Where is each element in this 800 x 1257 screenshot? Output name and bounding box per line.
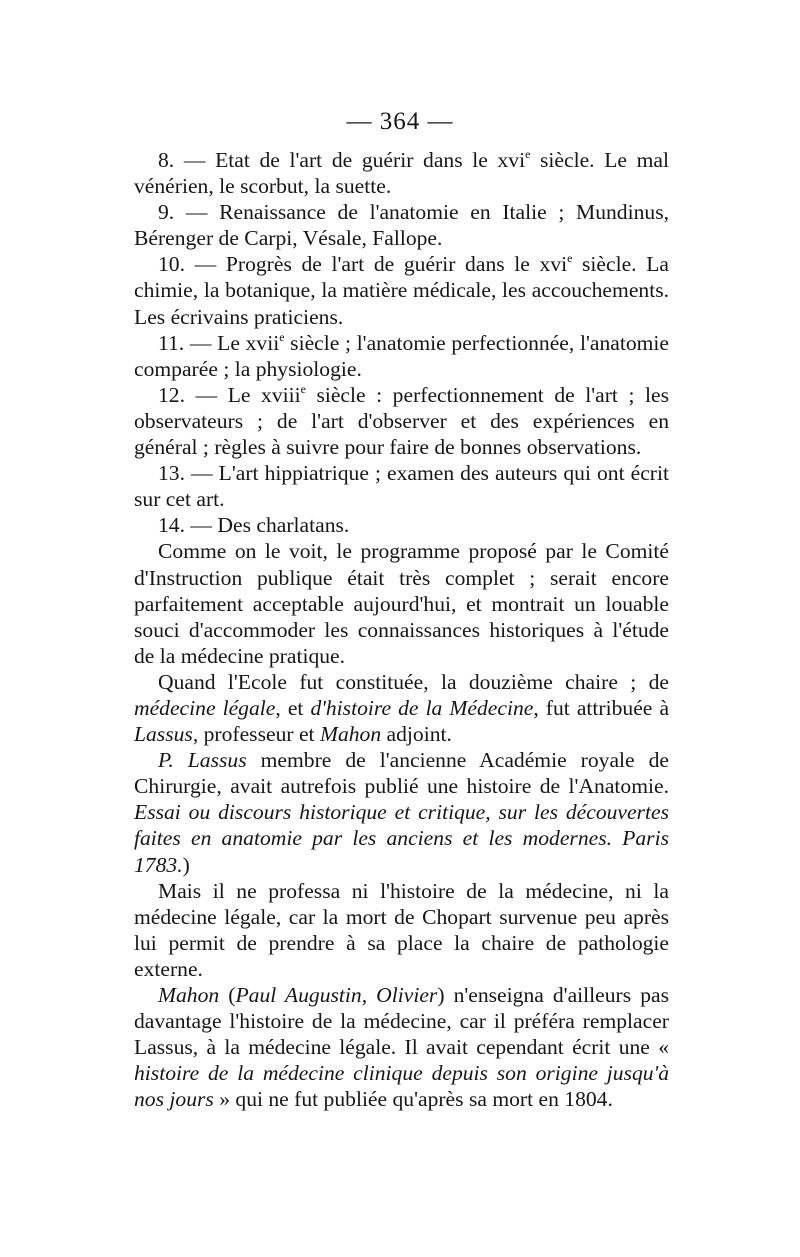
century-superscript: e xyxy=(567,251,573,266)
century-numeral: xvii xyxy=(245,330,280,355)
item-number: 9. xyxy=(158,200,175,225)
paragraph-quand: Quand l'Ecole fut constituée, la douzième chaire ; de médecine légale, et d'histoire de la Médecine, fut attribuée à Lassus, professeur et Mahon adjoint. xyxy=(134,669,670,747)
italic-name: Mahon xyxy=(158,983,220,1007)
item-text-rest: siècle. Le mal vénérien, le scorbut, la suette. xyxy=(134,148,669,199)
item-text-rest: siècle. La chimie, la botanique, la matière médicale, les accouchements. Les écrivains praticiens. xyxy=(134,252,670,329)
item-text: — Des charlatans. xyxy=(190,513,350,538)
page-number: — 364 — xyxy=(346,108,454,135)
program-item-10 xyxy=(134,251,669,329)
century-numeral: xviii xyxy=(261,382,301,407)
note-lassus: P. Lassus membre de l'ancienne Académie royale de Chirurgie, avait autrefois publié une histoire de l'Anatomie. Essai ou discours historique et critique, sur les découvertes faites en anatomie par les anciens et les modernes. Paris 1783.) xyxy=(134,748,669,877)
item-text: — Le xyxy=(189,330,246,355)
item-text: — Etat de l'art de guérir dans le xyxy=(183,148,498,172)
item-number: 14. xyxy=(158,513,185,538)
century-numeral: xvi xyxy=(497,148,526,172)
item-text: — L'art hippiatrique ; examen des auteurs qui ont écrit sur cet art. xyxy=(134,461,669,512)
page-body xyxy=(134,147,669,1112)
century-superscript: e xyxy=(525,147,531,162)
item-text-rest: siècle ; l'anatomie perfectionnée, l'anatomie comparée ; la physiologie. xyxy=(134,330,669,381)
program-item-12 xyxy=(134,382,669,460)
item-number: 13. xyxy=(158,461,185,486)
program-item-14 xyxy=(134,512,669,538)
century-numeral: xvi xyxy=(539,252,568,277)
item-number: 11. xyxy=(158,330,185,355)
item-number: 12. xyxy=(158,382,185,407)
italic-title: histoire de la médecine clinique depuis son origine jusqu'à nos jours xyxy=(134,1061,669,1112)
italic-name: Paul Augustin, Olivier xyxy=(235,983,438,1007)
item-text: — Renaissance de l'anatomie en Italie ; Mundinus, Bérenger de Carpi, Vésale, Fallope. xyxy=(134,200,669,251)
century-superscript: e xyxy=(279,329,285,344)
italic-name: P. Lassus xyxy=(158,748,247,773)
item-text-rest: siècle : perfectionnement de l'art ; les observateurs ; de l'art d'observer et des expériences en général ; règles à suivre pour faire de bonnes observations. xyxy=(134,382,669,460)
program-item-13 xyxy=(134,460,669,512)
program-item-9 xyxy=(134,199,669,251)
century-superscript: e xyxy=(300,381,306,396)
italic-phrase: médecine légale xyxy=(134,695,276,720)
italic-title: Essai ou discours historique et critique, sur les découvertes faites en anatomie par les anciens et les modernes. Paris 1783. xyxy=(134,800,669,877)
program-item-8 xyxy=(134,147,669,199)
paragraph-mahon: Mahon (Paul Augustin, Olivier) n'enseigna d'ailleurs pas davantage l'histoire de la médecine, car il préféra remplacer Lassus, à la médecine légale. Il avait cependant écrit une « histoire de la médecine clinique depuis son origine jusqu'à nos jours » qui ne fut publiée qu'après sa mort en 1804. xyxy=(134,983,669,1112)
item-text: — Progrès de l'art de guérir dans le xyxy=(194,252,540,277)
italic-phrase: d'histoire de la Médecine xyxy=(310,695,534,720)
program-item-11 xyxy=(134,330,669,382)
item-number: 10. xyxy=(158,252,185,277)
item-number: 8. xyxy=(158,148,175,172)
italic-name: Lassus xyxy=(134,722,193,747)
paragraph-comme: Comme on le voit, le programme proposé par le Comité d'Instruction publique était très complet ; serait encore parfaitement acceptable aujourd'hui, et montrait un louable souci d'accommoder les connaissances historiques à l'étude de la médecine pratique. xyxy=(134,539,669,668)
italic-name: Mahon xyxy=(319,722,382,747)
paragraph-mais: Mais il ne professa ni l'histoire de la médecine, ni la médecine légale, car la mort de Chopart survenue peu après lui permit de prendre à sa place la chaire de pathologie externe. xyxy=(134,878,669,981)
item-text: — Le xyxy=(195,382,262,407)
